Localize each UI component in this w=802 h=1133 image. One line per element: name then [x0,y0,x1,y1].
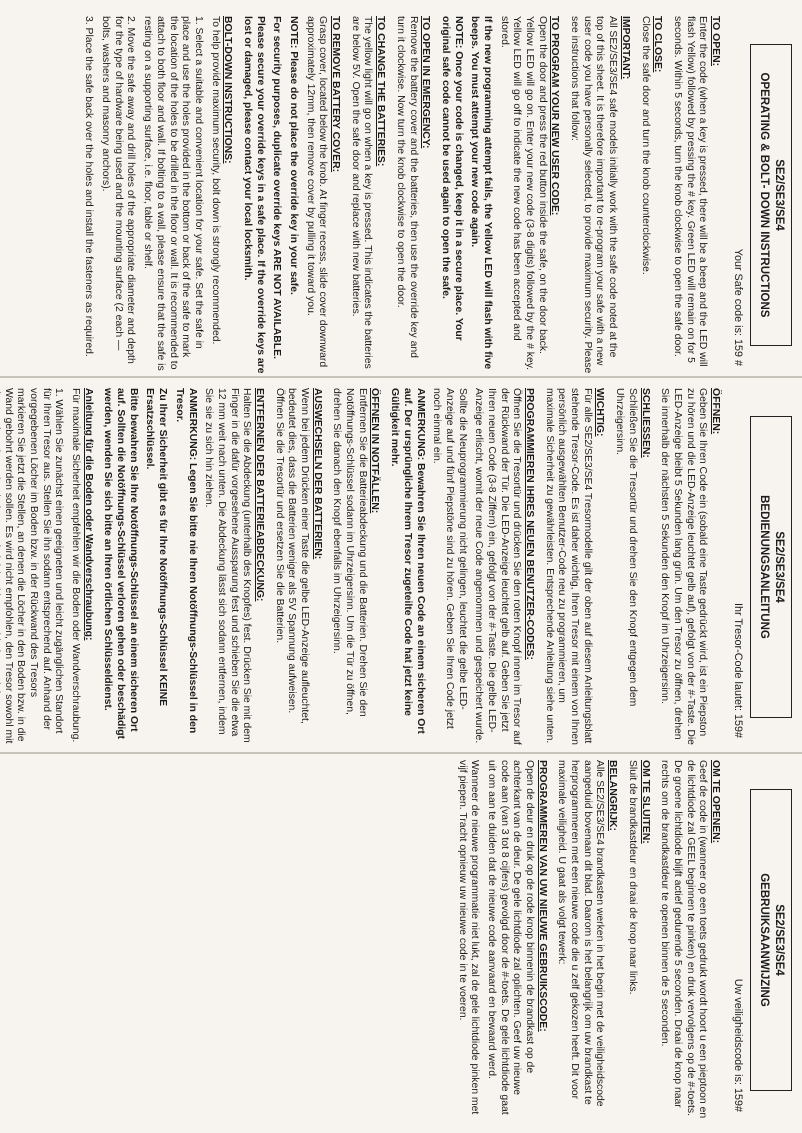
english-bolt-step-1: 1. Select a suitable and convenient location for your safe. Set the safe in place and use the holes provided in the bottom or back of the safe to mark the location of the holes to be drilled in the floor or wall. It is recommended to attach to both floor and wall. If bolting to a wall, please ensure that the safe is resting on a supporting surface, i.e. floor, table or shelf. [142,16,204,371]
english-emergency-text: Remove the battery cover and the batteries, then use the override key and turn it clockwise. Now turn the knob clockwise to open the door. [394,16,419,358]
german-remove-cover-text: Halten Sie die Abdeckung (unterhalb des Knopfes) fest. Drücken Sie mit dem Finger in die dafür vorgesehene Aussparung fest und schieben Sie die etwa 12 mm weit nach unten. Die Abdeckung lässt sich sodann entfernen, indem Sie sie zu sich hin ziehen. [203,388,253,743]
dutch-program-heading: PROGRAMMEREN VAN UW NIEUWE GEBRUIKSCODE: [536,760,548,1032]
english-title-model: SE2/SE3/SE4 [773,159,785,231]
german-remove-cover-heading: ENTFERNEN DER BATTERIEABDECKUNG: [253,388,265,602]
english-note-code-text: NOTE: Once your code is changed, keep it in a secure place. Your original safe code cannot be used again to open the safe. [439,16,464,341]
german-open-text: Geben Sie Ihren Code ein (sobald eine Taste gedrückt wird, ist ein Piepston zu hören und die LED-Anzeige leuchtet gelb auf), gefolgt von der #-Taste. Die LED-Anzeige bleibt 5 Sekunden lang grün. Um den Tresor zu öffnen, drehen Sie innerhalb der nächsten 5 Sekunden den Knopf im Uhrzeigersinn. [659,388,709,745]
german-fail-text: Sollte die Neuprogrammierung nicht gelingen, leuchtet die gelbe LED-Anzeige auf und fünf Piepstöne sind zu hören. Geben Sie Ihren Code jetzt noch einmal ein. [431,388,468,729]
dutch-close-heading: OM TE SLUITEN: [639,760,651,844]
english-remove-cover-heading: TO REMOVE BATTERY COVER: [330,16,342,173]
german-emergency-text: Entfernen Sie die Batterieabdeckung und die Batterien. Drehen Sie den Notöffnungs-Schlüssel sodann im Uhrzeigersinn. Um die Tür zu öffnen, drehen Sie danach den Knopf ebenfalls im Uhrzeigersinn. [331,388,368,717]
english-fail-text: If the new programming attempt fails, the Yellow LED will flash with five beeps. You must attempt your new code again. [469,16,493,370]
dutch-column [12,760,792,1120]
dutch-important-text: Alle SE2/SE3/SE4 brandkasten werken in het begin met de veiligheidscode aangeduid bovenaan dit blad. Daarom is het belangrijk om uw brandkast te herprogrammeren met een nieuwe code die u zelf gekozen heeft. Dit voor maximale veiligheid. U gaat als volgt tewerk: [556,760,606,1107]
german-bolt-intro: Für maximale Sicherheit empfehlen wir die Boden oder Wandverschraubung. [70,388,82,743]
english-program-text: Open the door and press the red button inside the safe, on the door back. Yellow LED will go on. Enter your new code (3-8 digits) followed by the # key. Yellow LED will go off to indicate the new code has been accepted and stored. [498,16,548,371]
german-close-text: Schließen Sie die Tresortür und drehen Sie den Knopf entgegen dem Uhrzeigersinn. [614,388,638,707]
dutch-program-text: Open de deur en druk op de rode knop binnenin de brandkast op de achterkant van de deur. De gele lichtdiode zal oplichten. Geef uw nieuwe code aan (van 3 tot 8 cijfers) gevolgd door de #-toets. De gele lichtdiode gaat uit om aan te duiden dat de nieuwe code aanvaard en bewaard werd. [485,760,536,1115]
german-program-heading: PROGRAMMIEREN IHRES NEUEN BENUTZER-CODES: [524,388,536,660]
dutch-safe-code: Uw veiligheidscode is: 159# [732,978,745,1112]
english-secure-keys-text: Please secure your override keys in a safe place. If the override keys are lost or damaged, please contact your local locksmith. [241,16,266,374]
english-bolt-intro: To help provide maximum security, bolt down is strongly recommended. [209,16,221,345]
dutch-title-box [750,789,792,1091]
german-emergency-heading: ÖFFNEN IN NOTFÄLLEN: [369,388,381,514]
column-divider [0,752,802,754]
dutch-open-heading: OM TE OPENEN: [709,760,721,844]
german-title-box [750,416,792,718]
german-open-heading: ÖFFNEN: [709,388,721,435]
dutch-open-text: Geef de code in (wanneer op een toets gedrukt wordt hoort u een pieptoon en de lichtdiode zal GEEL beginnen te pinken) en druk vervolgens op de #-toets. De groene lichtdiode blijft actief gedurende 5 seconden. Draai de knop naar rechts om de brandkastdeur te openen binnen de 5 seconden. [659,760,709,1119]
german-title-instructions: BEDIENUNGSANLEITUNG [758,495,771,639]
english-close-text: Close the safe door and turn the knob counterclockwise. [639,16,651,275]
english-bolt-heading: BOLT-DOWN INSTRUCTIONS: [222,16,234,164]
english-important-heading: IMPORTANT: [619,16,631,80]
german-title-model: SE2/SE3/SE4 [773,531,785,603]
english-close-heading: TO CLOSE: [652,16,664,73]
english-change-batteries-text: The yellow light will go on when a key is pressed. This indicates the batteries are below 5V. Open the safe door and replace with new batteries. [349,16,374,369]
german-column [2,388,792,746]
german-security-text: Zu Ihrer Sicherheit gibt es für Ihre Notöffnungs-Schlüssel KEINE Ersatzschlüssel. [144,388,169,707]
english-change-batteries-heading: TO CHANGE THE BATTERIES: [375,16,387,167]
german-bolt-step-1: 1. Wählen Sie zunächst einen geeigneten und leicht zugänglichen Standort für Ihren Tresor aus. Stellen Sie ihn sodann entsprechend auf. Anhand der vorgegebenen Löcher im Boden bzw. in der Rückwand des Tresors markieren Sie jetzt die Stellen, an denen die Löcher in den Boden bzw. in die Wand gebohrt werden sollen. Es wird nicht empfohlen, den Tresor sowohl mit [2,388,65,744]
german-program-text: Öffnen Sie die Tresortür und drücken Sie den roten Knopf innen im Tresor auf der Rückwand der Tür. Die LED-Anzeige leuchtet gelb auf. Geben Sie jetzt Ihren neuen Code (3-8 Ziffern) ein, gefolgt von der #-Taste. Die gelbe LED-Anzeige erlischt, womit der neue Code angenommen und gespeichert wurde. [473,388,523,745]
dutch-important-heading: BELANGRIJK: [607,760,619,832]
german-bolt-heading: Anleitung für die Boden oder Wandverschraubung: [82,388,94,641]
english-title-instructions: OPERATING & BOLT- DOWN INSTRUCTIONS [758,72,771,318]
german-close-heading: SCHLIESSEN: [639,388,651,458]
column-divider [0,376,802,378]
dutch-title-instructions: GEBRUIKSAANWIJZING [758,873,771,1007]
english-program-heading: TO PROGRAM YOUR NEW USER CODE: [549,16,561,216]
german-change-batteries-heading: AUSWECHSELN DER BATTERIEN: [311,388,323,560]
german-secure-keys-text: Bitte bewahren Sie Ihre Notöffnungs-Schlüssel an einem sicheren Ort auf. Sollten die Notöffnungs-Schlüssel verloren gehen oder beschädigt werden, wenden Sie sich bitte an Ihren örtlichen Schlüsseldienst. [102,388,139,740]
dutch-title-model: SE2/SE3/SE4 [773,904,785,976]
english-open-heading: TO OPEN: [709,16,721,67]
english-note-key-text: NOTE: Please do not place the override key in your safe. [288,16,300,295]
english-bolt-step-2: 2. Move the safe away and drill holes of the appropriate diameter and depth for the type of hardware being used and the mounting surface (2 each — bolts, washers and masonry anchors). [100,16,137,364]
german-important-heading: WICHTIG: [594,388,606,437]
german-change-batteries-text: Wenn bei jedem Drücken einer Taste die gelbe LED-Anzeige aufleuchtet, bedeutet dies, dass die Batterien weniger als 5V Spannung aufweisen. Öffnen Sie die Tresortür und ersetzen Sie die Batterien. [273,388,311,724]
english-column [12,16,792,374]
english-title-box [750,44,792,346]
dutch-fail-text: Wanneer de nieuwe programmatie niet lukt, zal de gele lichtdiode pinken met vijf piepen. Tracht opnieuw uw nieuwe code in te voeren. [456,760,481,1115]
english-safe-code: Your Safe code is: 159 # [732,248,745,366]
dutch-close-text: Sluit de brandkastdeur en draai de knop naar links. [626,760,638,995]
german-note-code-text: ANMERKUNG: Bewahren Sie Ihren neuen Code an einem sicheren Ort auf. Der ursprüngliche Ihrem Tresor zugeteilte Code hat jetzt keine Gültigkeit mehr. [389,388,426,734]
german-safe-code: Ihr Tresor-Code lautet: 159# [732,602,745,738]
english-open-text: Enter the code (when a key is pressed, there will be a beep and the LED will flash Yellow) followed by pressing the # key. Green LED will remain on for 5 seconds. Within 5 seconds, turn the knob clockwise to open the safe door. [671,16,709,367]
english-bolt-step-3: 3. Place the safe back over the holes and install the fasteners as required. [83,16,95,357]
german-important-text: Für alle SE2/SE3/SE4 Tresormodelle gilt der oben auf diesem Anleitungsblatt stehende Tresor-Code. Es ist daher wichtig, Ihren Tresor mit einem von Ihnen persönlich ausgewählten Benutzer-Code neu zu programmieren, um maximale Sicherheit zu gewährleisten. Entsprechende Anleitung siehe unten. [543,388,593,745]
english-important-text: All SE2/SE3/SE4 safe models initially work with the safe code noted at the top of this sheet. It is therefore important to re-program your safe with a new user code you have personally selected, to provide maximum security. Please see instructions that follow: [569,16,619,374]
german-note-key-text: ANMERKUNG: Legen Sie bitte nie Ihren Notöffnungs-Schlüssel in den Tresor. [173,388,198,734]
english-emergency-heading: TO OPEN IN EMERGENCY: [420,16,432,149]
english-security-text: For security purposes, duplicate override keys ARE NOT AVAILABLE. [271,16,283,359]
english-remove-cover-text: Grasp cover, located below the knob. At finger recess, slide cover downward approximately 12mm, then remove cover by pulling it toward you. [304,16,329,368]
